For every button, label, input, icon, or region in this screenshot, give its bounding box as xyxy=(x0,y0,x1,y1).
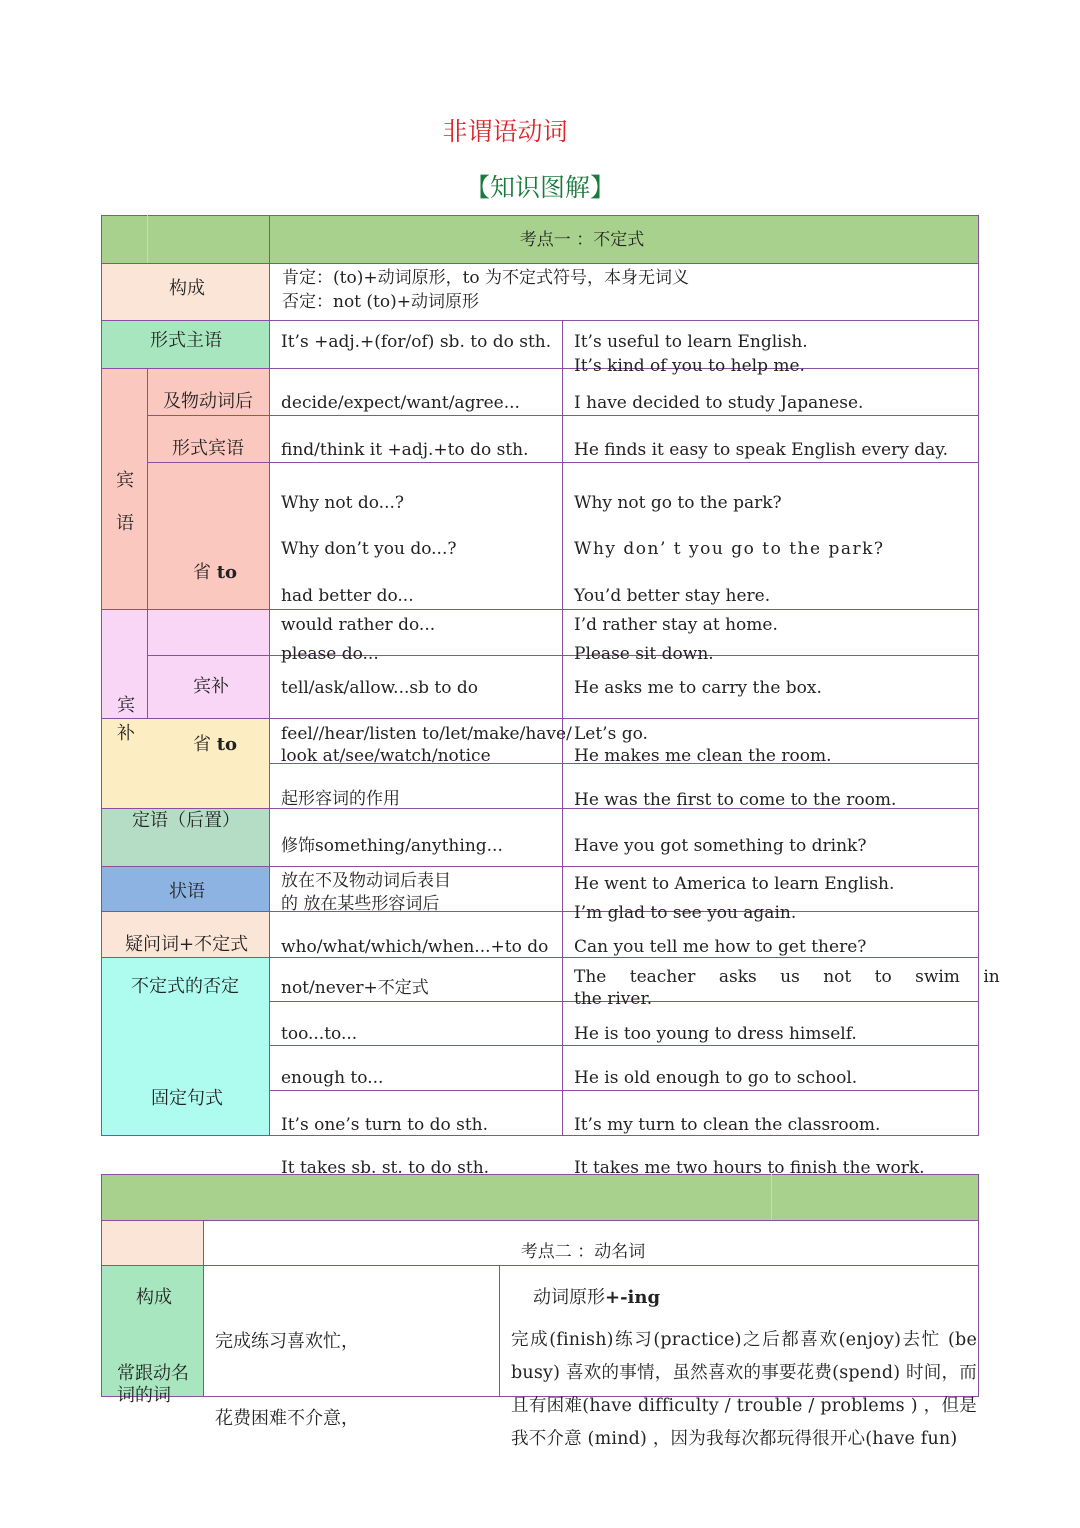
negation-example-line-1: The teacher asks us not to swim in xyxy=(574,967,1000,987)
object-group-label-2: 语 xyxy=(116,513,134,534)
attributive-pattern: 修饰something/anything... xyxy=(281,836,503,856)
complement-group-label-2: 补 xyxy=(117,723,135,744)
object-row-example: He finds it easy to speak English every day. xyxy=(574,440,948,460)
mnemonic-explanation: 完成(finish)练习(practice)之后都喜欢(enjoy)去忙 (be busy) 喜欢的事情，虽然喜欢的事要花费(spend) 时间，而且有困难(have difficulty / trouble / problems ) ，但是 我不介意 (mind) ，因为我每次都玩得很开心(have fun) xyxy=(511,1330,977,1449)
mnemonic-line-1: 完成练习喜欢忙， xyxy=(215,1331,359,1352)
complement-group-label-1: 宾 xyxy=(117,695,135,716)
table2-top-bg xyxy=(102,1175,978,1220)
fixed-label: 固定句式 xyxy=(151,1088,223,1109)
wh-pattern: who/what/which/when...+to do xyxy=(281,937,549,957)
fixed-example: He is old enough to go to school. xyxy=(574,1068,858,1088)
complement-omit-example: Let’s go. xyxy=(574,724,648,744)
fixed-pattern: It’s one’s turn to do sth. xyxy=(281,1115,489,1135)
object-row-label: 形式宾语 xyxy=(172,438,244,459)
adverbial-example: He went to America to learn English. xyxy=(574,874,895,894)
attributive-example: Have you got something to drink? xyxy=(574,836,867,856)
adj-role-pattern: 起形容词的作用 xyxy=(281,789,400,809)
complement-omit-example: He makes me clean the room. xyxy=(574,746,832,766)
object-row-pattern: decide/expect/want/agree... xyxy=(281,393,520,413)
adverbial-example: I’m glad to see you again. xyxy=(574,903,797,923)
omit-to-pattern: Why don’t you do...? xyxy=(281,539,457,559)
omit-to-example: Why don’ t you go to the park? xyxy=(574,539,885,559)
gerund-compose-value: 动词原形+-ing xyxy=(533,1287,661,1308)
negation-label: 不定式的否定 xyxy=(131,976,239,997)
fixed-example: It’s my turn to clean the classroom. xyxy=(574,1115,881,1135)
omit-to-pattern: had better do... xyxy=(281,586,414,606)
object-group-label-1: 宾 xyxy=(116,470,134,491)
object-row-example: I have decided to study Japanese. xyxy=(574,393,864,413)
fixed-example: He is too young to dress himself. xyxy=(574,1024,857,1044)
adj-role-example: He was the first to come to the room. xyxy=(574,790,897,810)
formal-subject-example-2: It’s kind of you to help me. xyxy=(574,356,805,376)
compose-negative: 否定：not (to)+动词原形 xyxy=(282,292,479,312)
section-subtitle: 【知识图解】 xyxy=(464,173,615,202)
omit-to-example: Why not go to the park? xyxy=(574,493,782,513)
wh-example: Can you tell me how to get there? xyxy=(574,937,867,957)
object-row-label: 及物动词后 xyxy=(163,391,253,412)
gerund-compose-label: 构成 xyxy=(136,1287,172,1308)
complement-omit-pattern: look at/see/watch/notice xyxy=(281,746,491,766)
adverbial-pattern: 放在不及物动词后表目 xyxy=(281,871,451,891)
formal-subject-example-1: It’s useful to learn English. xyxy=(574,332,808,352)
complement-bu-label: 宾补 xyxy=(193,676,229,697)
fixed-example: It takes me two hours to finish the work. xyxy=(574,1158,925,1178)
adverbial-label: 状语 xyxy=(169,881,205,902)
table2-corner-bg xyxy=(102,1220,203,1265)
omit-to-pattern: Why not do...? xyxy=(281,493,404,513)
rather-example: Please sit down. xyxy=(574,644,714,664)
page-title: 非谓语动词 xyxy=(442,117,568,146)
rather-pattern: please do... xyxy=(281,644,379,664)
rather-example: I’d rather stay at home. xyxy=(574,615,778,635)
negation-example-line-2: the river. xyxy=(574,989,653,1009)
compose-label: 构成 xyxy=(169,278,205,299)
complement-bu-example: He asks me to carry the box. xyxy=(574,678,822,698)
fixed-pattern: enough to... xyxy=(281,1068,384,1088)
compose-affirmative: 肯定：(to)+动词原形，to 为不定式符号，本身无词义 xyxy=(282,268,690,288)
formal-subject-pattern: It’s +adj.+(for/of) sb. to do sth. xyxy=(281,332,552,352)
complement-omit-to-label: 省 to xyxy=(193,734,238,755)
fixed-pattern: It takes sb. st. to do sth. xyxy=(281,1158,490,1178)
fixed-pattern: too...to... xyxy=(281,1024,358,1044)
gerund-verbs-label: 常跟动名词的词 xyxy=(117,1363,189,1406)
formal-subject-label: 形式主语 xyxy=(150,330,222,351)
complement-omit-pattern: feel//hear/listen to/let/make/have/ xyxy=(281,724,572,744)
object-row-pattern: find/think it +adj.+to do sth. xyxy=(281,440,529,460)
table1-header: 考点一 ：不定式 xyxy=(519,230,645,250)
omit-to-example: You’d better stay here. xyxy=(574,586,771,606)
wh-label: 疑问词+不定式 xyxy=(125,934,249,955)
table2-header: 考点二 ：动名词 xyxy=(520,1242,646,1262)
rather-pattern: would rather do... xyxy=(281,615,436,635)
omit-to-label: 省 to xyxy=(193,562,238,583)
negation-pattern: not/never+不定式 xyxy=(281,978,429,998)
attributive-label: 定语（后置） xyxy=(132,810,240,831)
complement-bu-pattern: tell/ask/allow...sb to do xyxy=(281,678,478,698)
mnemonic-line-2: 花费困难不介意， xyxy=(215,1408,359,1429)
adverbial-pattern: 的 放在某些形容词后 xyxy=(281,894,440,914)
